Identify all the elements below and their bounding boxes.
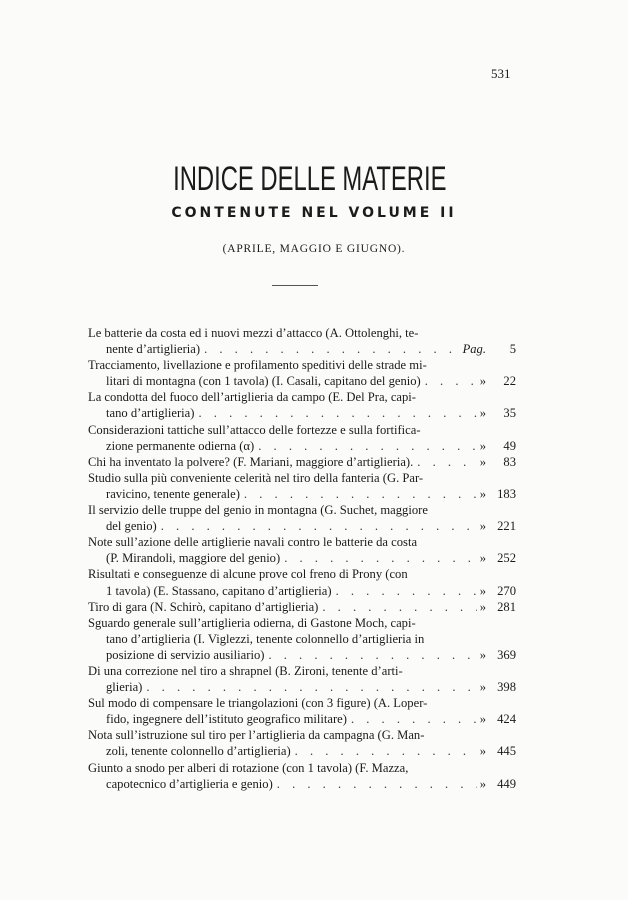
toc-entry-line: [88, 599, 516, 615]
page-reference: 35: [503, 406, 516, 421]
toc-entry-text: ravicino, tenente generale): [106, 486, 240, 501]
toc-entry-line: [88, 373, 516, 389]
toc-entry-line: [88, 486, 516, 502]
page-reference: 398: [497, 680, 516, 695]
leader-dots: [240, 486, 477, 502]
toc-entry-line: [88, 341, 516, 357]
toc-entry-line: [88, 647, 516, 663]
leader-dots: [413, 454, 476, 470]
toc-entry-line: [88, 454, 516, 470]
toc-entry-line: tano d’artiglieria (I. Viglezzi, tenente colonnello d’artiglieria in: [106, 631, 425, 646]
toc-entry-line: [88, 438, 516, 454]
toc-entry-text: 1 tavola) (E. Stassano, capitano d’artiglieria): [106, 583, 332, 598]
toc-entry-text: zione permanente odierna (α): [106, 438, 255, 453]
page-marker: »: [479, 680, 486, 695]
toc-entry: [88, 389, 516, 421]
page-reference: 49: [503, 438, 516, 453]
page-marker: »: [479, 776, 486, 791]
toc-entry: [88, 727, 516, 759]
toc-entry-line: [88, 776, 516, 792]
toc-entry: [88, 599, 516, 615]
page-reference: 270: [497, 583, 516, 598]
leader-dots: [200, 341, 460, 357]
toc-entry-line: Di una correzione nel tiro a shrapnel (B. Zironi, tenente d’arti-: [88, 663, 403, 678]
subtitle: CONTENUTE NEL VOLUME II: [171, 205, 457, 221]
toc-entry-line: Nota sull’istruzione sul tiro per l’artiglieria da campagna (G. Man-: [88, 728, 425, 743]
page-reference: 424: [497, 712, 516, 727]
toc-entry-line: Giunto a snodo per alberi di rotazione (con 1 tavola) (F. Mazza,: [88, 760, 409, 775]
leader-dots: [347, 711, 477, 727]
page-marker: »: [479, 599, 486, 614]
toc-entry-line: [88, 711, 516, 727]
leader-dots: [421, 373, 477, 389]
toc-entry-text: glieria): [106, 680, 143, 695]
toc-entry-line: La condotta del fuoco dell’artiglieria da campo (E. Del Pra, capi-: [88, 390, 416, 405]
table-of-contents: [88, 325, 516, 792]
toc-entry-line: Note sull’azione delle artiglierie navali contro le batterie da costa: [88, 535, 418, 550]
toc-entry: [88, 502, 516, 534]
page-marker: »: [479, 519, 486, 534]
toc-entry-text: litari di montagna (con 1 tavola) (I. Casali, capitano del genio): [106, 374, 421, 389]
page-reference: 449: [497, 776, 516, 791]
leader-dots: [157, 518, 477, 534]
leader-dots: [318, 599, 476, 615]
page-marker: »: [479, 744, 486, 759]
toc-entry-line: [88, 583, 516, 599]
page-reference: 369: [497, 647, 516, 662]
toc-entry-line: [88, 405, 516, 421]
page-number: 531: [491, 66, 511, 81]
toc-entry-line: Sul modo di compensare le triangolazioni (con 3 figure) (A. Loper-: [88, 696, 428, 711]
page-title: INDICE DELLE MATERIE: [173, 160, 447, 198]
toc-entry: [88, 454, 516, 470]
page-marker: »: [479, 374, 486, 389]
toc-entry-line: Considerazioni tattiche sull’attacco delle fortezze e sulla fortifica-: [88, 422, 421, 437]
toc-entry: [88, 615, 516, 663]
toc-entry-text: Tiro di gara (N. Schirò, capitano d’artiglieria): [88, 599, 319, 614]
toc-entry: [88, 534, 516, 566]
toc-entry: [88, 566, 516, 598]
page-reference: 221: [497, 519, 516, 534]
leader-dots: [194, 405, 476, 421]
toc-entry-line: Sguardo generale sull’artiglieria odierna, di Gastone Moch, capi-: [88, 615, 416, 630]
toc-entry-text: nente d’artiglieria): [106, 342, 201, 357]
toc-entry-line: Le batterie da costa ed i nuovi mezzi d’attacco (A. Ottolenghi, te-: [88, 326, 419, 340]
leader-dots: [280, 550, 477, 566]
toc-entry-text: del genio): [106, 519, 157, 534]
page-reference: 281: [497, 599, 516, 614]
toc-entry: [88, 695, 516, 727]
page-marker: »: [479, 712, 486, 727]
toc-entry-line: [88, 518, 516, 534]
leader-dots: [254, 438, 476, 454]
toc-entry-text: capotecnico d’artiglieria e genio): [106, 776, 273, 791]
period-note: (APRILE, MAGGIO E GIUGNO).: [222, 243, 406, 255]
page-reference: 83: [503, 454, 516, 469]
leader-dots: [273, 776, 477, 792]
toc-entry-text: tano d’artiglieria): [106, 406, 195, 421]
page-marker: »: [479, 583, 486, 598]
toc-entry-text: posizione di servizio ausiliario): [106, 647, 265, 662]
toc-entry-line: Studio sulla più conveniente celerità nel tiro della fanteria (G. Par-: [88, 470, 424, 485]
toc-entry-line: Risultati e conseguenze di alcune prove col freno di Prony (con: [88, 567, 408, 582]
divider: [272, 285, 318, 286]
leader-dots: [264, 647, 476, 663]
toc-entry: [88, 470, 516, 502]
leader-dots: [142, 679, 476, 695]
page-marker: »: [479, 551, 486, 566]
toc-entry-line: Tracciamento, livellazione e profilamento speditivi delle strade mi-: [88, 358, 427, 373]
toc-entry: [88, 422, 516, 454]
page-marker: »: [479, 454, 486, 469]
toc-entry-line: [88, 743, 516, 759]
toc-entry: [88, 663, 516, 695]
page-marker: »: [479, 438, 486, 453]
page-reference: 5: [509, 342, 516, 357]
toc-entry-line: Il servizio delle truppe del genio in montagna (G. Suchet, maggiore: [88, 503, 428, 518]
leader-dots: [332, 583, 477, 599]
page-reference: 22: [503, 374, 516, 389]
page-reference: 252: [497, 551, 516, 566]
toc-entry-text: (P. Mirandoli, maggiore del genio): [106, 551, 281, 566]
toc-entry-text: Chi ha inventato la polvere? (F. Mariani, maggiore d’artiglieria).: [88, 454, 414, 469]
toc-entry-line: [88, 679, 516, 695]
page-reference: 445: [497, 744, 516, 759]
toc-entry-line: [88, 550, 516, 566]
toc-entry: [88, 325, 516, 357]
toc-entry-text: zoli, tenente colonnello d’artiglieria): [106, 744, 291, 759]
page-marker: »: [479, 486, 486, 501]
page-marker: »: [479, 406, 486, 421]
toc-entry: [88, 760, 516, 792]
page-marker: »: [479, 647, 486, 662]
toc-entry: [88, 357, 516, 389]
toc-entry-text: fido, ingegnere dell’istituto geografico militare): [106, 712, 347, 727]
page-marker: Pag.: [462, 342, 486, 357]
leader-dots: [291, 743, 477, 759]
page-reference: 183: [497, 486, 516, 501]
